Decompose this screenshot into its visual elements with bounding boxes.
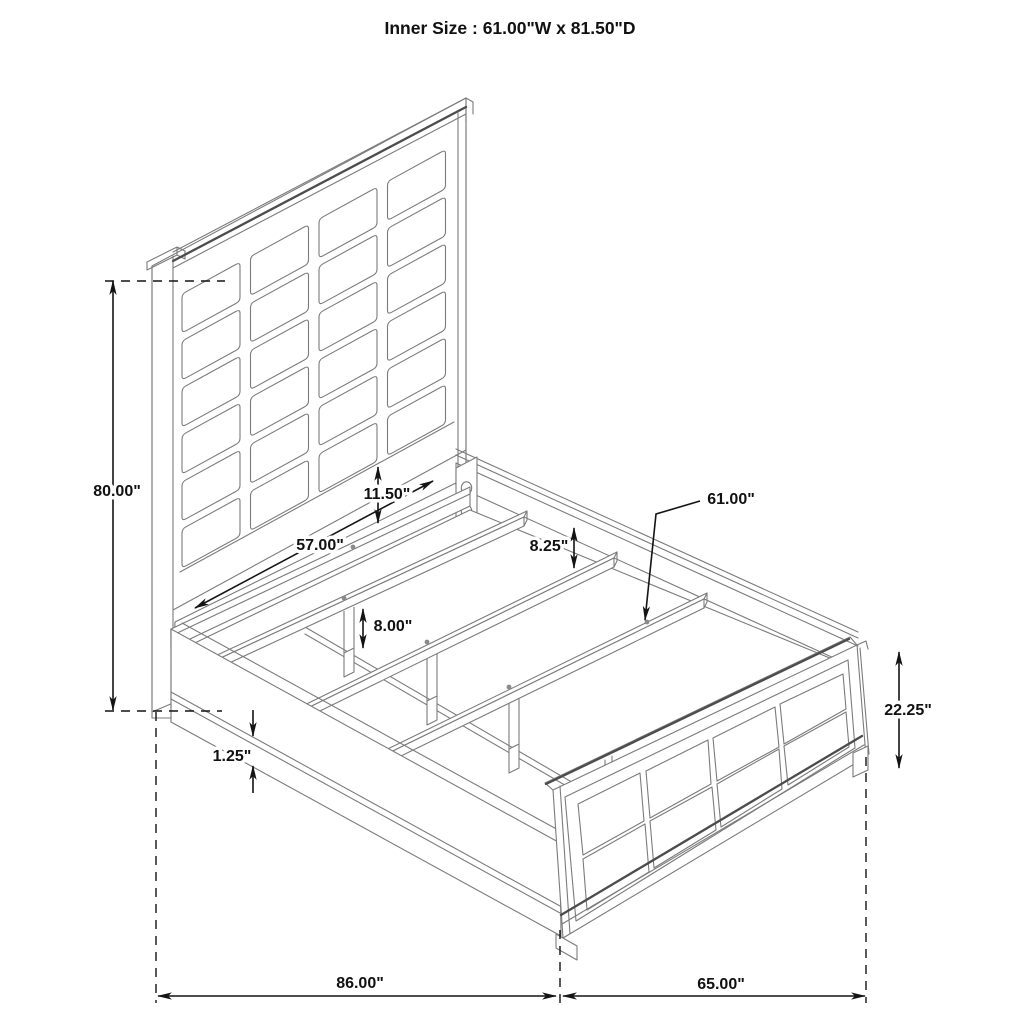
dim-label-panel-width: 57.00" — [296, 537, 344, 554]
dim-label-leg-height: 8.00" — [373, 618, 413, 635]
dim-label-overall-length: 86.00" — [336, 975, 384, 992]
dim-label-slat-length: 61.00" — [707, 491, 755, 508]
diagram-title: Inner Size : 61.00"W x 81.50"D — [384, 18, 636, 38]
dim-label-footboard-height: 22.25" — [884, 702, 932, 719]
dim-label-headboard-height: 80.00" — [93, 483, 141, 500]
dim-label-rail-to-slat: 8.25" — [529, 538, 569, 555]
footboard-foot — [556, 934, 577, 960]
dim-label-rail-lip: 1.25" — [212, 748, 252, 765]
dim-label-headboard-rail-height: 11.50" — [363, 486, 411, 503]
dim-label-overall-width: 65.00" — [697, 976, 745, 993]
